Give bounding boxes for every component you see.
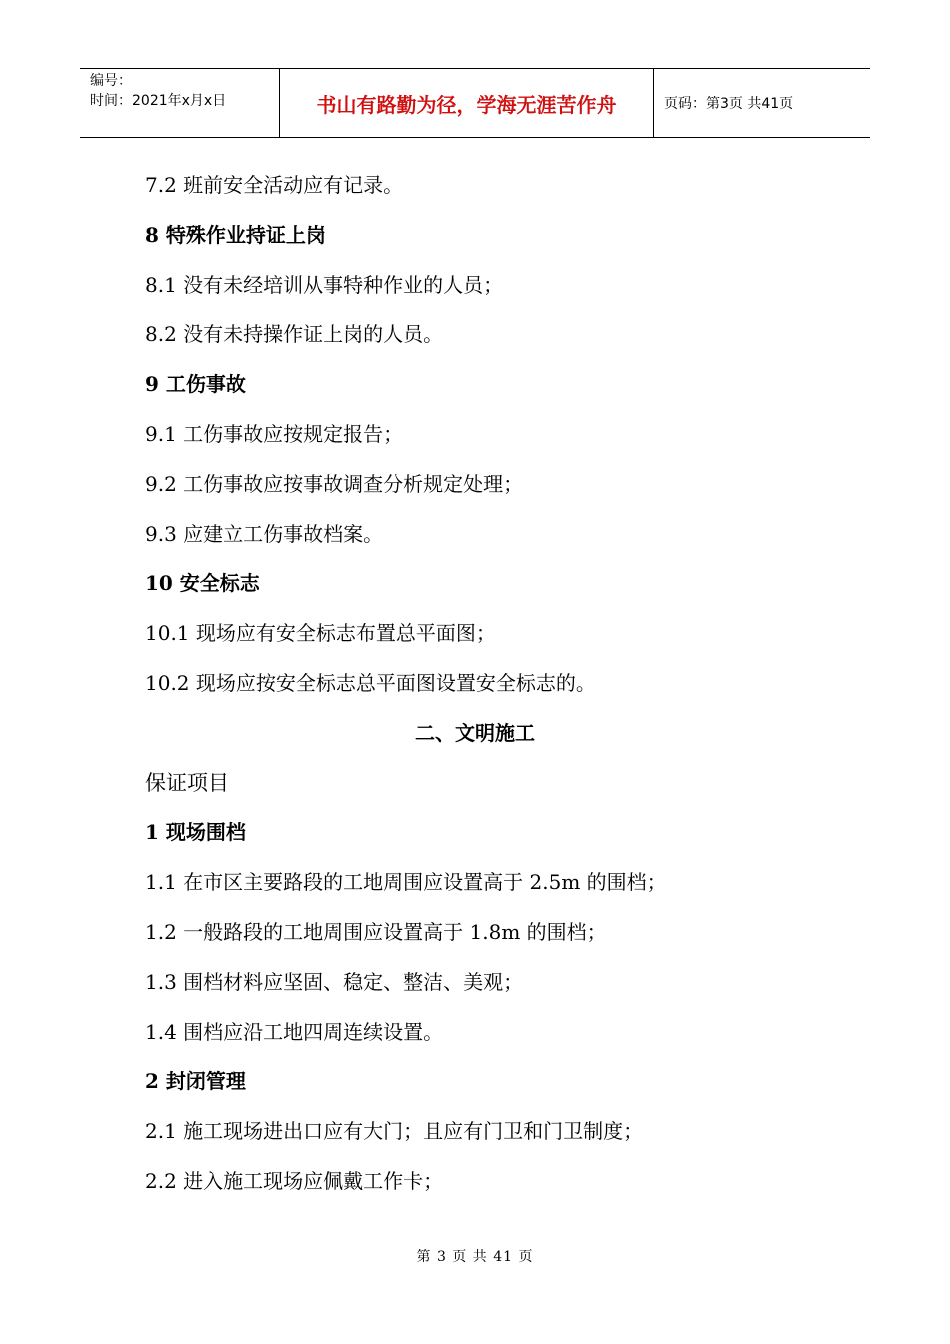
body-paragraph: 1.4 围档应沿工地四周连续设置。 [145, 1019, 444, 1044]
document-body [145, 168, 805, 1214]
section-heading: 1 现场围档 [145, 820, 246, 845]
body-paragraph: 2.1 施工现场进出口应有大门；且应有门卫和门卫制度； [145, 1119, 644, 1144]
section-heading: 8 特殊作业持证上岗 [145, 222, 326, 247]
body-paragraph: 9.2 工伤事故应按事故调查分析规定处理； [145, 471, 524, 496]
page-footer: 第 3 页 共 41 页 [416, 1249, 534, 1265]
body-paragraph: 10.2 现场应按安全标志总平面图设置安全标志的。 [145, 670, 596, 695]
document-number-label: 编号： [90, 73, 132, 89]
body-paragraph: 1.2 一般路段的工地周围应设置高于 1.8m 的围档； [145, 919, 607, 944]
body-paragraph: 8.1 没有未经培训从事特种作业的人员； [145, 272, 504, 297]
section-heading: 保证项目 [145, 770, 229, 795]
body-paragraph: 2.2 进入施工现场应佩戴工作卡； [145, 1168, 444, 1193]
body-paragraph: 1.3 围档材料应坚固、稳定、整洁、美观； [145, 969, 524, 994]
body-paragraph: 9.1 工伤事故应按规定报告； [145, 421, 404, 446]
body-paragraph: 1.1 在市区主要路段的工地周围应设置高于 2.5m 的围档； [145, 870, 667, 895]
section-title: 二、文明施工 [415, 720, 535, 745]
header-page-info: 页码：第3页 共41页 [664, 96, 794, 112]
section-heading: 10 安全标志 [145, 571, 260, 596]
document-time-label: 时间：2021年x月x日 [90, 93, 227, 109]
header-meta [80, 69, 280, 137]
body-paragraph: 9.3 应建立工伤事故档案。 [145, 521, 384, 546]
section-heading: 2 封闭管理 [145, 1069, 246, 1094]
section-heading: 9 工伤事故 [145, 372, 246, 397]
body-paragraph: 10.1 现场应有安全标志布置总平面图； [145, 621, 496, 646]
header-motto: 书山有路勤为径，学海无涯苦作舟 [280, 69, 654, 137]
page-header [80, 68, 870, 138]
body-paragraph: 8.2 没有未持操作证上岗的人员。 [145, 322, 444, 347]
body-paragraph: 7.2 班前安全活动应有记录。 [145, 173, 404, 197]
